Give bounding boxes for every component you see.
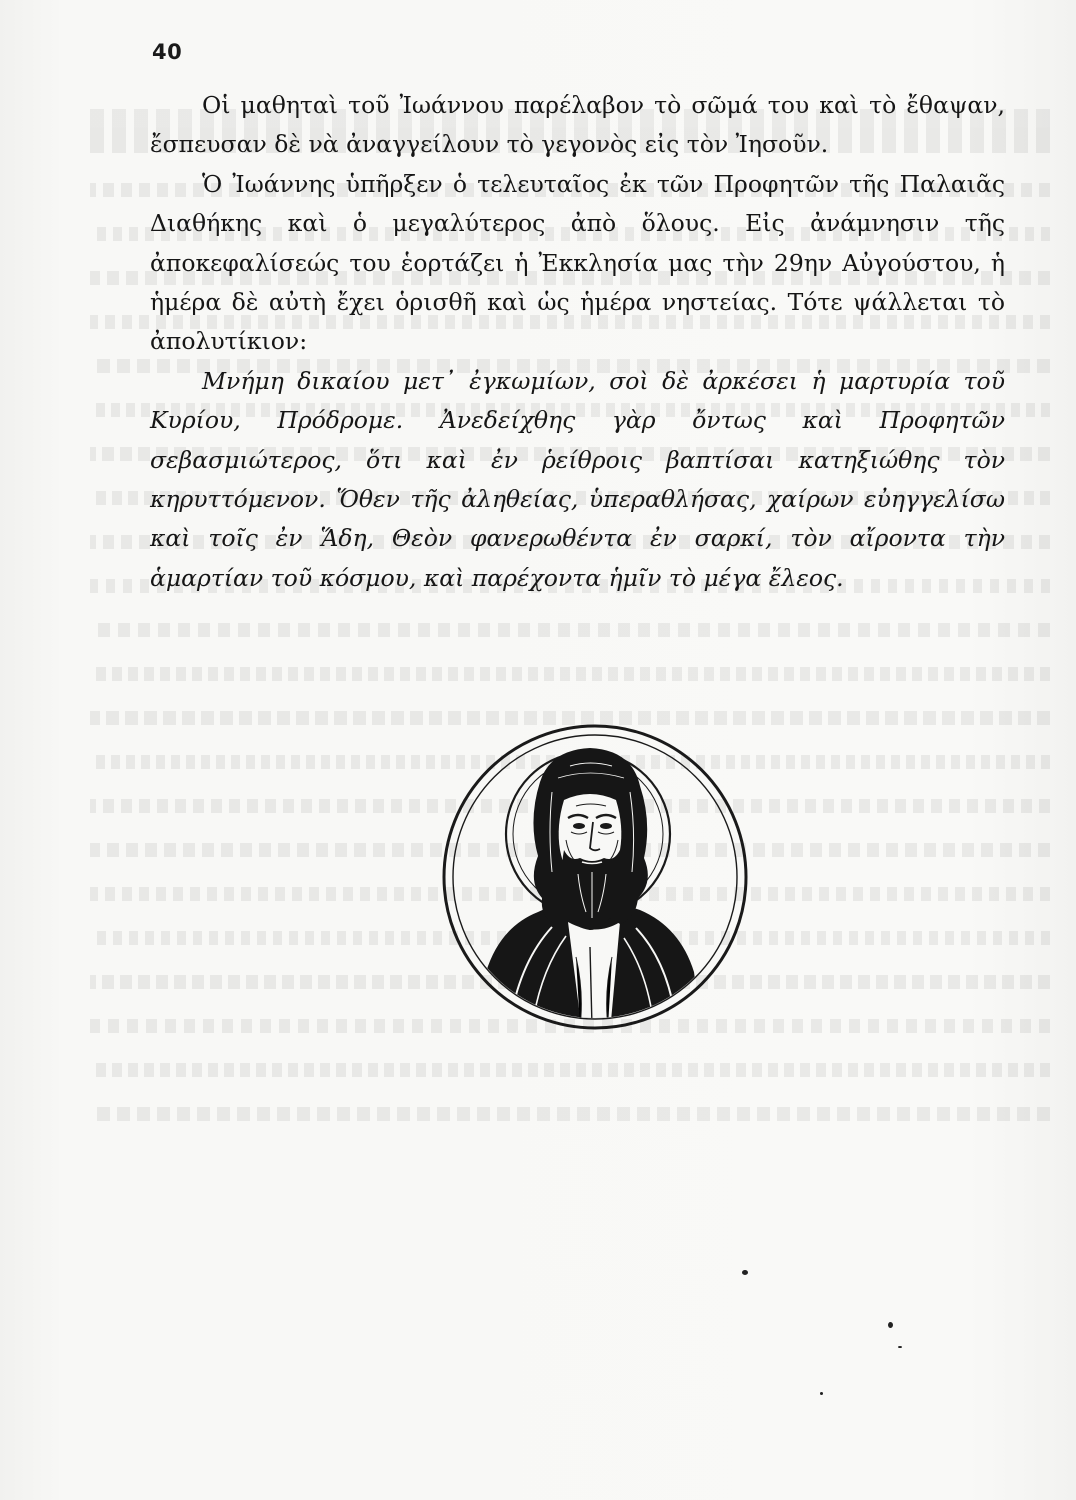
body-text — [150, 86, 1005, 598]
paragraph-burial: Οἱ μαθηταὶ τοῦ Ἰωάννου παρέλαβον τὸ σῶμά του καὶ τὸ ἔθαψαν, ἔσπευσαν δὲ νὰ ἀναγγείλουν τὸ γεγονὸς εἰς τὸν Ἰησοῦν. — [150, 91, 1005, 159]
paragraph-feast-day: Ὁ Ἰωάννης ὑπῆρξεν ὁ τελευταῖος ἐκ τῶν Προφητῶν τῆς Παλαιᾶς Διαθήκης καὶ ὁ μεγαλύτερος ἀπὸ ὅλους. Εἰς ἀνάμνησιν τῆς ἀποκεφαλίσεώς του ἑορτάζει ἡ Ἐκκλησία μας τὴν 29ην Αὐγούστου, ἡ ἡμέρα δὲ αὐτὴ ἔχει ὁρισθῆ καὶ ὡς ἡμέρα νηστείας. Τότε ψάλλεται τὸ ἀπολυτίκιον: — [150, 169, 1005, 356]
print-speck — [742, 1270, 748, 1275]
print-speck — [888, 1322, 893, 1328]
icon-of-john-the-baptist — [440, 722, 750, 1032]
page-number: 40 — [152, 40, 183, 64]
print-speck — [898, 1346, 902, 1348]
print-speck — [820, 1392, 823, 1395]
apolytikion-hymn: Μνήμη δικαίου μετ᾽ ἐγκωμίων, σοὶ δὲ ἀρκέσει ἡ μαρτυρία τοῦ Κυρίου, Πρόδρομε. Ἀνεδείχθης γὰρ ὄντως καὶ Προφητῶν σεβασμιώτερος, ὅτι καὶ ἐν ῥείθροις βαπτίσαι κατηξιώθης τὸν κηρυττόμενον. Ὅθεν τῆς ἀληθείας, ὑπεραθλήσας, χαίρων εὐηγγελίσω καὶ τοῖς ἐν Ἅδη, Θεὸν φανερωθέντα ἐν σαρκί, τὸν αἴροντα τὴν ἁμαρτίαν τοῦ κόσμου, καὶ παρέχοντα ἡμῖν τὸ μέγα ἔλεος. — [150, 366, 1005, 592]
